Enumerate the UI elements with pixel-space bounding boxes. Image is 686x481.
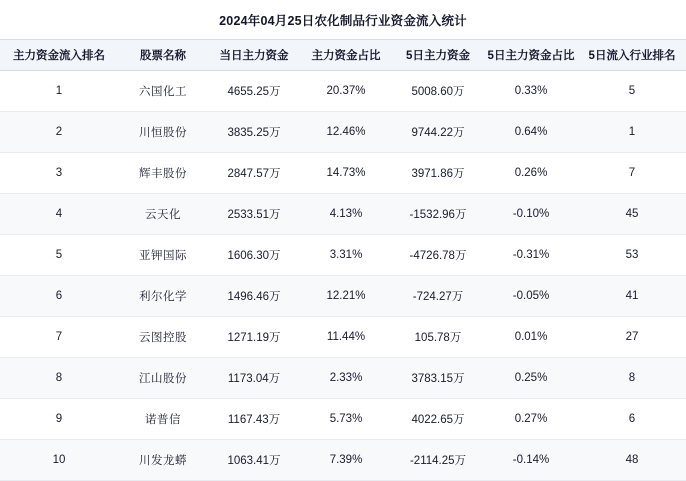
cell-day-main-ratio: 20.37% xyxy=(300,71,392,112)
cell-day-main-ratio: 4.13% xyxy=(300,194,392,235)
cell-day-main-fund: 1496.46万 xyxy=(208,276,300,317)
cell-5d-main-ratio: -0.05% xyxy=(484,276,578,317)
cell-day-main-fund: 1063.41万 xyxy=(208,440,300,481)
table-row xyxy=(0,358,686,399)
cell-5d-main-fund: -4726.78万 xyxy=(392,235,484,276)
cell-day-main-ratio: 3.31% xyxy=(300,235,392,276)
cell-rank: 10 xyxy=(0,440,118,481)
cell-day-main-fund: 1173.04万 xyxy=(208,358,300,399)
cell-5d-industry-rank: 27 xyxy=(578,317,686,358)
column-header-stock-name: 股票名称 xyxy=(118,40,208,71)
cell-rank: 7 xyxy=(0,317,118,358)
table-row xyxy=(0,71,686,112)
table-row xyxy=(0,440,686,481)
cell-rank: 5 xyxy=(0,235,118,276)
cell-day-main-ratio: 2.33% xyxy=(300,358,392,399)
cell-day-main-fund: 4655.25万 xyxy=(208,71,300,112)
fund-flow-table xyxy=(0,39,686,481)
cell-stock-name: 江山股份 xyxy=(118,358,208,399)
cell-day-main-ratio: 14.73% xyxy=(300,153,392,194)
cell-day-main-fund: 1606.30万 xyxy=(208,235,300,276)
cell-5d-main-ratio: -0.10% xyxy=(484,194,578,235)
cell-5d-industry-rank: 48 xyxy=(578,440,686,481)
cell-5d-industry-rank: 8 xyxy=(578,358,686,399)
column-header-5d-industry-rank: 5日流入行业排名 xyxy=(578,40,686,71)
cell-stock-name: 六国化工 xyxy=(118,71,208,112)
cell-rank: 9 xyxy=(0,399,118,440)
cell-5d-industry-rank: 5 xyxy=(578,71,686,112)
cell-stock-name: 云图控股 xyxy=(118,317,208,358)
cell-5d-main-ratio: 0.64% xyxy=(484,112,578,153)
cell-day-main-ratio: 11.44% xyxy=(300,317,392,358)
cell-5d-main-ratio: 0.01% xyxy=(484,317,578,358)
cell-day-main-fund: 1167.43万 xyxy=(208,399,300,440)
table-row xyxy=(0,235,686,276)
cell-rank: 6 xyxy=(0,276,118,317)
cell-rank: 8 xyxy=(0,358,118,399)
cell-rank: 2 xyxy=(0,112,118,153)
column-header-5d-main-ratio: 5日主力资金占比 xyxy=(484,40,578,71)
column-header-day-main-ratio: 主力资金占比 xyxy=(300,40,392,71)
cell-5d-industry-rank: 53 xyxy=(578,235,686,276)
cell-5d-industry-rank: 1 xyxy=(578,112,686,153)
cell-5d-main-ratio: 0.33% xyxy=(484,71,578,112)
table-row xyxy=(0,153,686,194)
table-row xyxy=(0,112,686,153)
cell-day-main-ratio: 5.73% xyxy=(300,399,392,440)
cell-stock-name: 川发龙蟒 xyxy=(118,440,208,481)
cell-5d-main-ratio: -0.31% xyxy=(484,235,578,276)
cell-rank: 4 xyxy=(0,194,118,235)
cell-stock-name: 亚钾国际 xyxy=(118,235,208,276)
cell-5d-main-fund: 3783.15万 xyxy=(392,358,484,399)
cell-day-main-fund: 2847.57万 xyxy=(208,153,300,194)
cell-day-main-fund: 1271.19万 xyxy=(208,317,300,358)
cell-day-main-ratio: 7.39% xyxy=(300,440,392,481)
cell-rank: 1 xyxy=(0,71,118,112)
cell-5d-main-fund: 4022.65万 xyxy=(392,399,484,440)
column-header-day-main-fund: 当日主力资金 xyxy=(208,40,300,71)
table-row xyxy=(0,399,686,440)
table-row xyxy=(0,194,686,235)
table-row xyxy=(0,317,686,358)
cell-stock-name: 辉丰股份 xyxy=(118,153,208,194)
cell-stock-name: 川恒股份 xyxy=(118,112,208,153)
table-header-row xyxy=(0,40,686,71)
cell-5d-main-ratio: 0.26% xyxy=(484,153,578,194)
cell-stock-name: 云天化 xyxy=(118,194,208,235)
page-title: 2024年04月25日农化制品行业资金流入统计 xyxy=(219,14,467,28)
cell-5d-main-fund: 5008.60万 xyxy=(392,71,484,112)
table-row xyxy=(0,276,686,317)
cell-5d-main-fund: -1532.96万 xyxy=(392,194,484,235)
cell-day-main-fund: 2533.51万 xyxy=(208,194,300,235)
cell-day-main-fund: 3835.25万 xyxy=(208,112,300,153)
cell-5d-main-fund: -2114.25万 xyxy=(392,440,484,481)
cell-stock-name: 诺普信 xyxy=(118,399,208,440)
cell-day-main-ratio: 12.46% xyxy=(300,112,392,153)
column-header-5d-main-fund: 5日主力资金 xyxy=(392,40,484,71)
cell-5d-main-ratio: 0.25% xyxy=(484,358,578,399)
cell-5d-industry-rank: 41 xyxy=(578,276,686,317)
cell-day-main-ratio: 12.21% xyxy=(300,276,392,317)
column-header-rank: 主力资金流入排名 xyxy=(0,40,118,71)
cell-5d-industry-rank: 7 xyxy=(578,153,686,194)
cell-5d-main-fund: 3971.86万 xyxy=(392,153,484,194)
cell-5d-industry-rank: 6 xyxy=(578,399,686,440)
cell-5d-industry-rank: 45 xyxy=(578,194,686,235)
cell-5d-main-fund: 9744.22万 xyxy=(392,112,484,153)
cell-5d-main-fund: 105.78万 xyxy=(392,317,484,358)
cell-5d-main-ratio: 0.27% xyxy=(484,399,578,440)
cell-5d-main-ratio: -0.14% xyxy=(484,440,578,481)
cell-5d-main-fund: -724.27万 xyxy=(392,276,484,317)
cell-stock-name: 利尔化学 xyxy=(118,276,208,317)
cell-rank: 3 xyxy=(0,153,118,194)
